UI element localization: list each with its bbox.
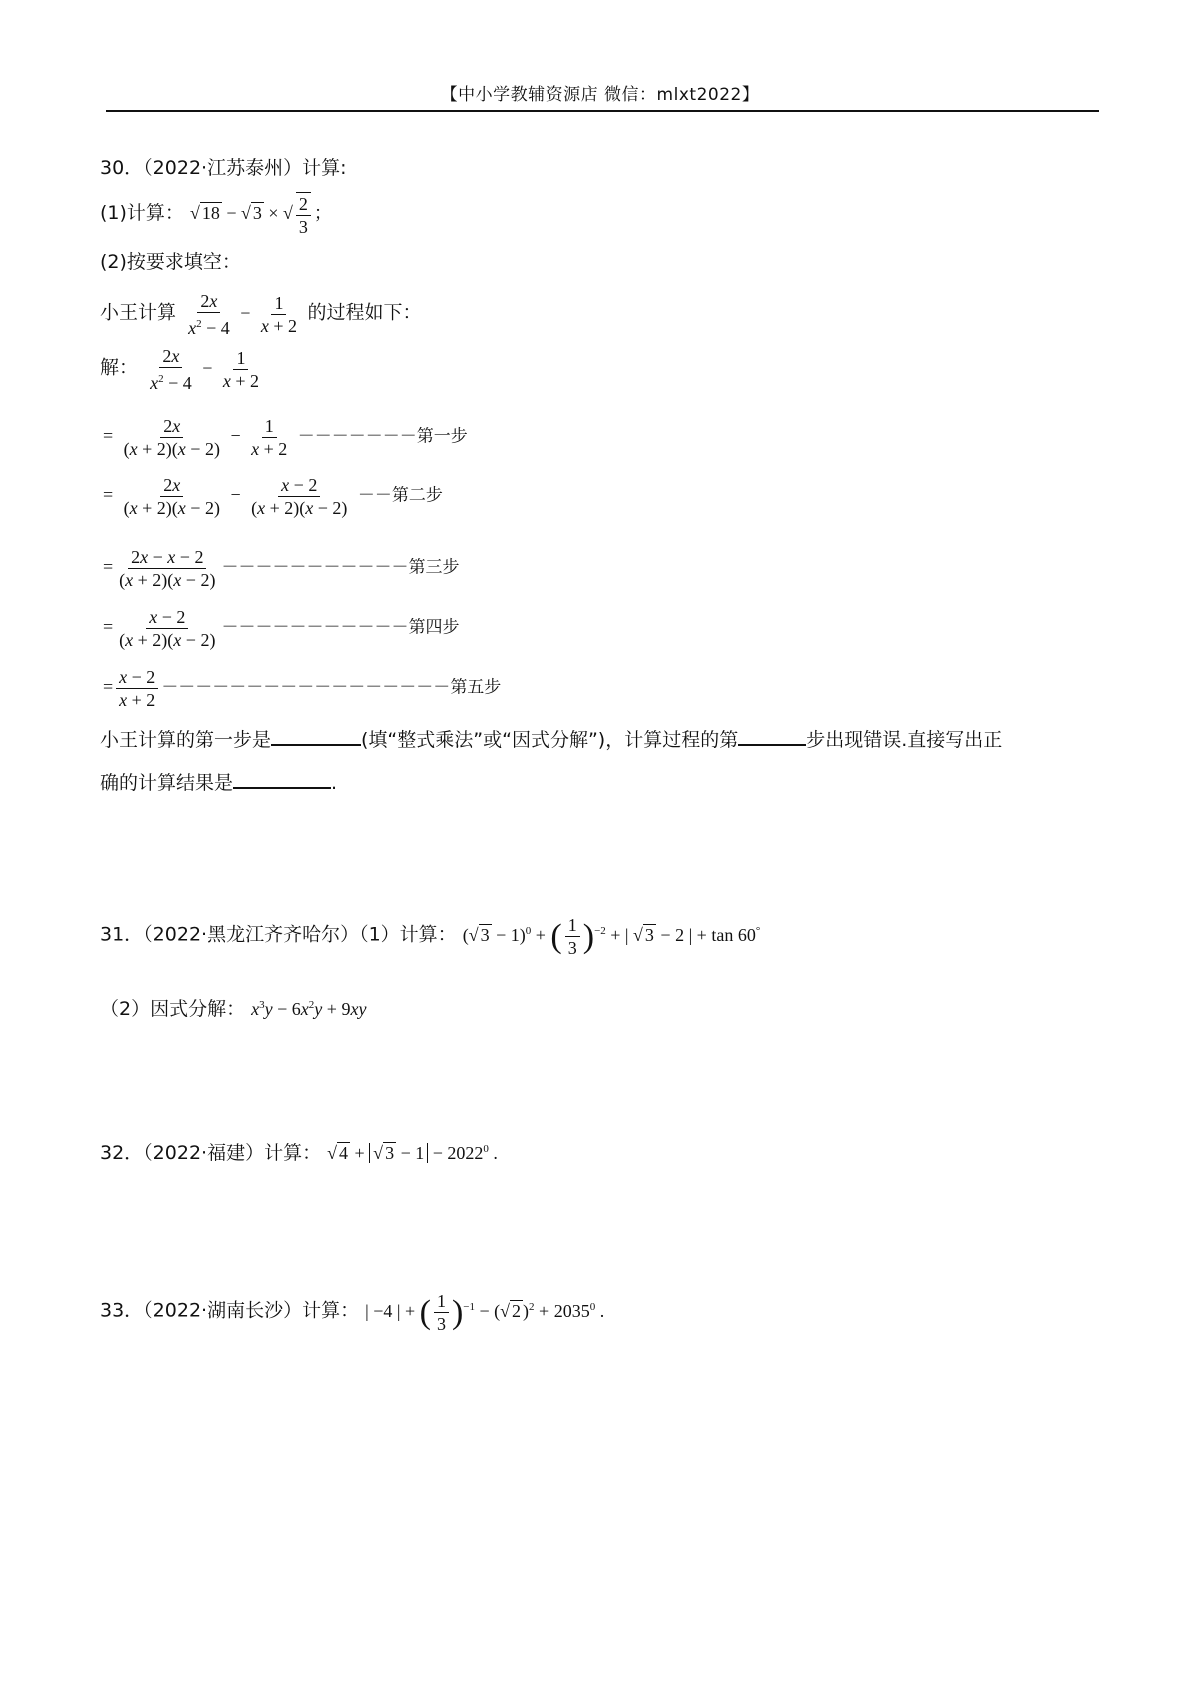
q30-step-3-label: 第三步 xyxy=(408,557,460,578)
q30-intro-prefix: 小王计算 xyxy=(100,301,177,324)
q30-step-5-label: 第五步 xyxy=(450,677,502,698)
q31-part2-label: （2）因式分解： xyxy=(100,998,246,1020)
q30-step-1-label: 第一步 xyxy=(416,426,468,447)
q33-expression: | −4 | + ( $\frac{1}{3}$ )$^{-1}$ − (√ 2 )$^2 + 2035^0$ . xyxy=(365,1291,605,1334)
q30-title: 30．（2022·江苏泰州）计算: xyxy=(100,157,347,179)
q30-intro-suffix: 的过程如下： xyxy=(307,301,422,324)
q30-step-1: = $\frac{2x}{(x + 2)(x - 2)}$ − $\frac{1}{x + 2}$ －－－－－－－第一步 xyxy=(103,416,468,459)
q30-intro xyxy=(100,290,422,339)
q32-expression: √ 4 + √ $3 - 1 - 2022^0$ . xyxy=(327,1143,498,1163)
q30-step-4-label: 第四步 xyxy=(408,617,460,638)
q30-blank-2[interactable] xyxy=(738,744,806,746)
q30-question-line-1 xyxy=(100,725,1002,752)
q30-intro-expression: $\frac{2x}{x^2 - 4}$ − $\frac{1}{x + 2}$ xyxy=(188,291,298,338)
q30-solution-expression: $\frac{2x}{x^2 - 4}$ − $\frac{1}{x + 2}$ xyxy=(150,346,260,393)
q30-part1-expression: √ 18 − √ 3 × √ $\frac{2}{3}$ ； xyxy=(189,194,332,237)
q30-step-4-dashes: －－－－－－－－－－－ xyxy=(221,617,409,638)
q31-part2-expression: $x^3y - 6x^2y + 9xy$ xyxy=(251,999,367,1019)
q30-step-2: = $\frac{2x}{(x + 2)(x - 2)}$ − $\frac{x - 2}{(x + 2)(x - 2)}$ －－第二步 xyxy=(103,475,443,518)
q30-step-2-label: 第二步 xyxy=(391,485,443,506)
header-rule xyxy=(106,110,1099,112)
q30-step-5-dashes: －－－－－－－－－－－－－－－－－ xyxy=(161,677,451,698)
q31-part1 xyxy=(100,914,760,959)
q30-question-text-1: 小王计算的第一步是 xyxy=(100,729,272,751)
q30-part2-label: (2)按要求填空： xyxy=(100,251,241,273)
q30-part1-label: (1)计算： xyxy=(100,202,184,225)
q30-step-3: = $\frac{2x - x - 2}{(x + 2)(x - 2)}$ －－－－－－－－－－－第三步 xyxy=(103,547,460,590)
q30-solution-label: 解： xyxy=(100,356,139,379)
q32-title: 32．（2022·福建）计算： xyxy=(100,1142,322,1164)
q32 xyxy=(100,1138,498,1165)
q30-step-4: = $\frac{x - 2}{(x + 2)(x - 2)}$ －－－－－－－－－－－第四步 xyxy=(103,607,460,650)
q30-question-text-3: 步出现错误.直接写出正 xyxy=(806,729,1003,751)
q30-step-3-dashes: －－－－－－－－－－－ xyxy=(221,557,409,578)
q30-step-2-dashes: －－ xyxy=(357,485,392,506)
q30-question-text-2: (填“整式乘法”或“因式分解”)，计算过程的第 xyxy=(361,729,739,751)
q30-step-5: = $\frac{x - 2}{x + 2}$ －－－－－－－－－－－－－－－－－第五步 xyxy=(103,667,502,710)
q31-part1-expression: (√ 3 − 1)$^0$ + ( $\frac{1}{3}$ )$^{-2}$ + | √ 3 − 2 | + tan 60° xyxy=(462,915,761,958)
q30-blank-1[interactable] xyxy=(271,744,361,746)
q30-part1 xyxy=(100,192,332,238)
q30-step-1-dashes: －－－－－－－ xyxy=(297,426,417,447)
q30-blank-3[interactable] xyxy=(233,787,331,789)
q33 xyxy=(100,1290,604,1335)
page-header: 【中小学教辅资源店 微信：mlxt2022】 xyxy=(440,85,760,105)
q30-solution-line xyxy=(100,345,265,394)
q31-title: 31．（2022·黑龙江齐齐哈尔）（1）计算： xyxy=(100,923,457,946)
q33-title: 33．（2022·湖南长沙）计算： xyxy=(100,1299,360,1322)
q30-question-text-4: 确的计算结果是 xyxy=(100,772,234,794)
q31-part2 xyxy=(100,994,366,1021)
q30-question-line-2 xyxy=(100,768,337,795)
q30-question-text-5: . xyxy=(331,772,338,794)
